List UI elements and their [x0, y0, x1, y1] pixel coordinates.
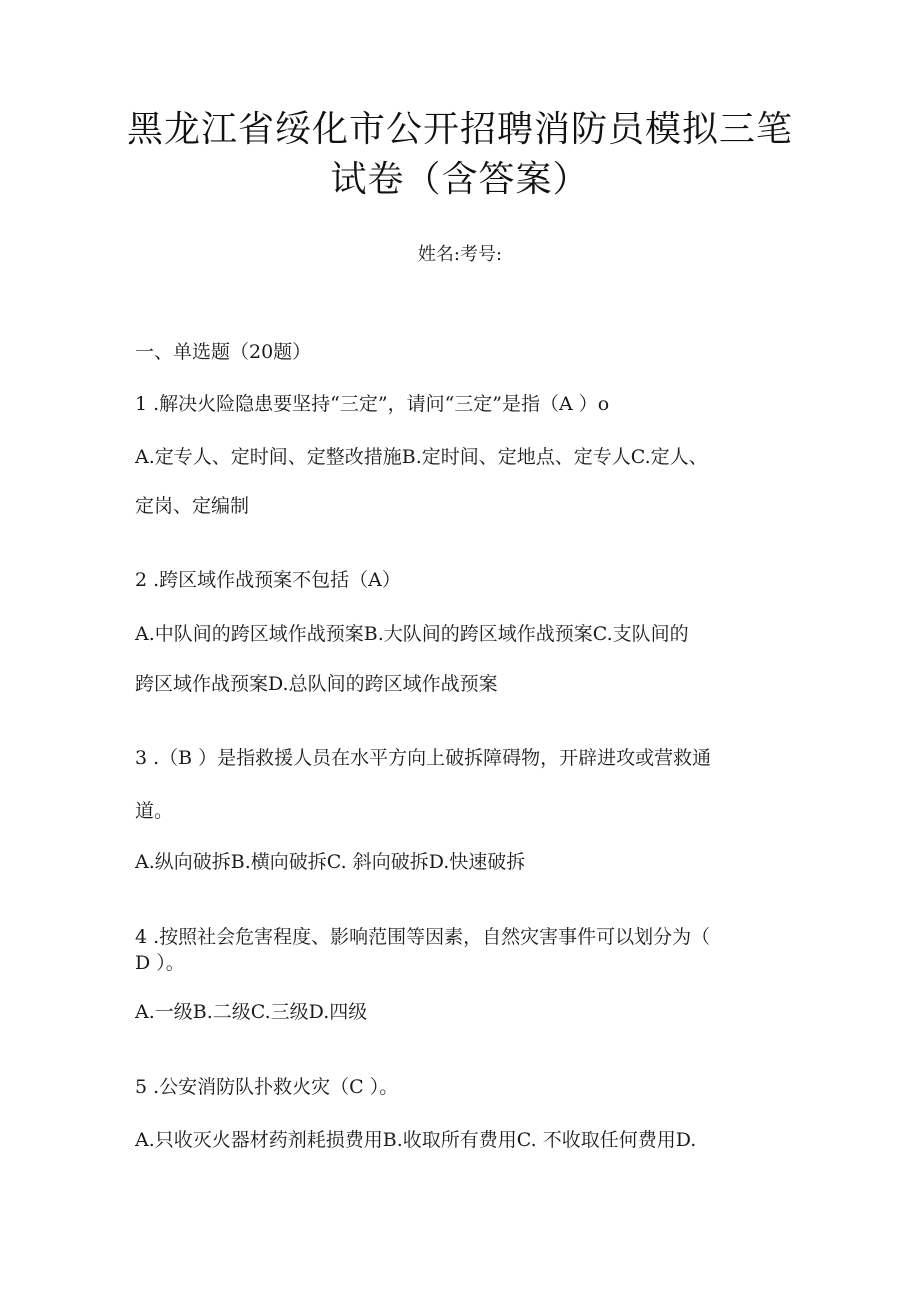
question-4-options: A.一级B.二级C.三级D.四级 [135, 1001, 368, 1023]
question-4-stem-cont: D ）。 [135, 952, 185, 974]
document-title-line-2: 试卷（含答案） [330, 159, 590, 200]
question-3-stem-cont: 道。 [135, 800, 174, 822]
question-2-options: A.中队间的跨区域作战预案B.大队间的跨区域作战预案C.支队间的 [135, 623, 689, 645]
question-1-stem: 1 .解决火险隐患要坚持“三定”，请问“三定”是指（A ）o [135, 393, 610, 415]
name-exam-number-field: 姓名:考号: [417, 244, 503, 265]
question-3-options: A.纵向破拆B.横向破拆C. 斜向破拆D.快速破拆 [135, 851, 526, 873]
question-1-options: A.定专人、定时间、定整改措施B.定时间、定地点、定专人C.定人、 [135, 446, 708, 468]
question-2-stem: 2 .跨区域作战预案不包括（A） [135, 569, 401, 591]
section-heading: 一、单选题（20题） [135, 341, 312, 363]
question-1-options-cont: 定岗、定编制 [135, 495, 250, 517]
question-3-stem: 3 .（B ）是指救援人员在水平方向上破拆障碍物，开辟进攻或营救通 [135, 747, 712, 769]
question-5-options: A.只收灭火器材药剂耗损费用B.收取所有费用C. 不收取任何费用D. [135, 1129, 697, 1151]
question-5-stem: 5 .公安消防队扑救火灾（C ）。 [135, 1076, 399, 1098]
question-2-options-cont: 跨区域作战预案D.总队间的跨区域作战预案 [135, 673, 498, 695]
document-title-line-1: 黑龙江省绥化市公开招聘消防员模拟三笔 [126, 109, 793, 150]
question-4-stem: 4 .按照社会危害程度、影响范围等因素，自然灾害事件可以划分为（ [135, 926, 711, 948]
